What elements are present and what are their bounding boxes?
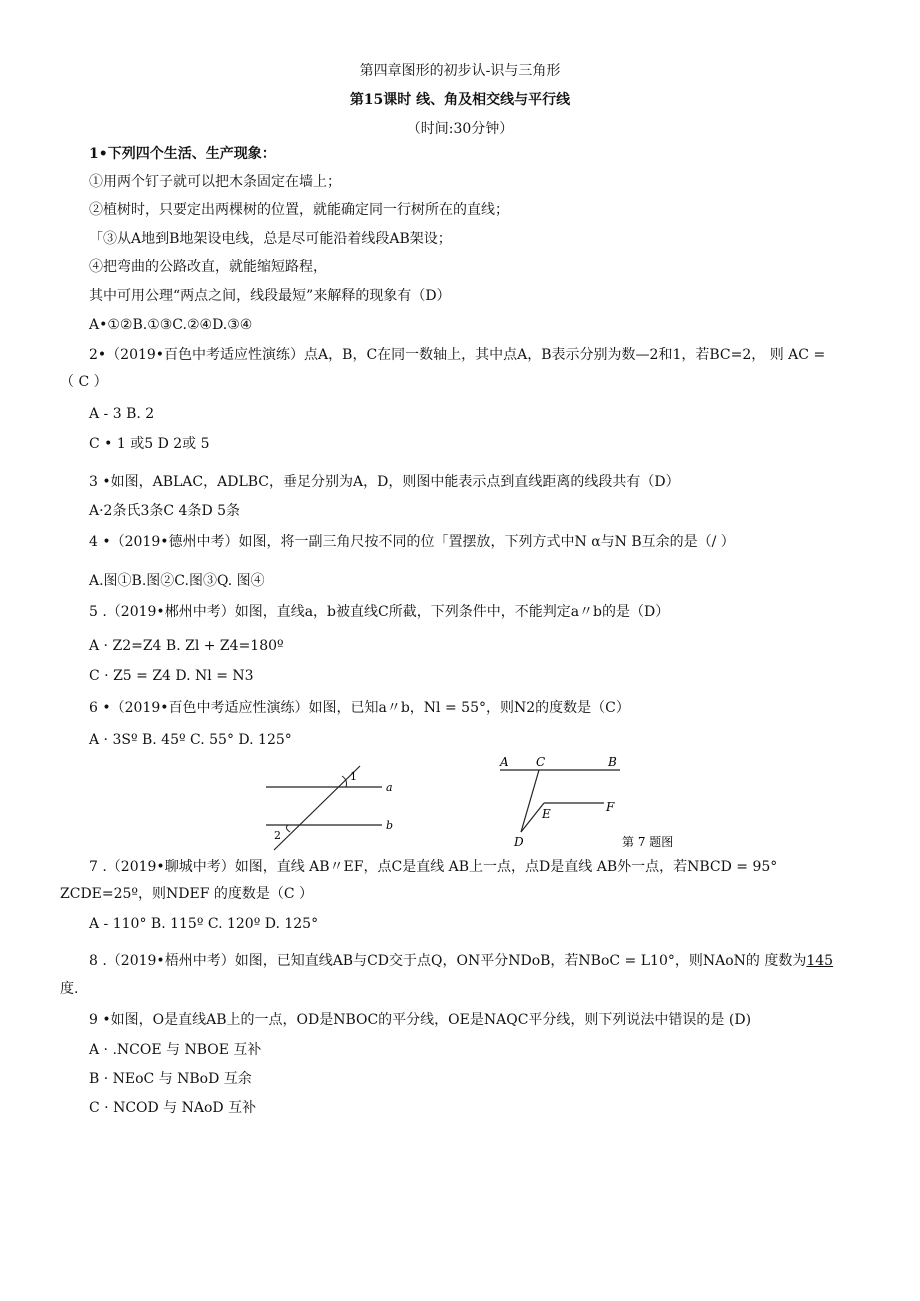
point-a-label: A: [500, 755, 509, 769]
lesson-title: 第15课时 线、角及相交线与平行线: [349, 92, 571, 108]
figure-7-parallel-lines: [494, 752, 694, 852]
q1-item-2: ②植树时，只要定出两棵树的位置，就能确定同一行树所在的直线；: [89, 202, 509, 218]
q9-option-c: C · NCOD 与 NAoD 互补: [89, 1100, 257, 1116]
q3-stem: 3 •如图，ABLAC，ADLBC，垂足分别为A，D，则图中能表示点到直线距离的线段共有（D）: [89, 474, 680, 490]
q2-options-cd: C • 1 或5 D 2或 5: [89, 436, 210, 452]
point-b-label: B: [608, 755, 617, 769]
q1-item-3: 「③从A地到B地架设电线，总是尽可能沿着线段AB架设；: [89, 231, 452, 247]
q1-options: A•①②B.①③C.②④D.③④: [89, 317, 253, 333]
q8-stem-line: [89, 952, 833, 970]
q2-stem: 2•（2019•百色中考适应性演练）点A，B，C在同一数轴上，其中点A，B表示分别为数—2和1，若BC=2， 则 AC =: [89, 347, 826, 363]
segment-cd: [521, 770, 539, 832]
q4-options: A.图①B.图②C.图③Q. 图④: [89, 573, 265, 589]
q7-stem-continued: ZCDE=25º，则NDEF 的度数是（C ）: [60, 886, 314, 902]
q5-options-cd: C · Z5 = Z4 D. Nl = N3: [89, 668, 254, 684]
q5-options-ab: A · Z2=Z4 B. Zl + Z4=180º: [89, 638, 284, 654]
q1-item-1: ①用两个钉子就可以把木条固定在墙上；: [89, 174, 341, 190]
figure-7-caption: 第 7 题图: [622, 835, 674, 849]
point-c-label: C: [536, 755, 546, 769]
q2-answer: （ C ）: [60, 374, 108, 390]
q7-options: A - 110° B. 115º C. 120º D. 125°: [89, 916, 319, 932]
q2-options-ab: A - 3 B. 2: [89, 406, 155, 422]
figure-6-parallel-lines: [262, 762, 402, 852]
chapter-title: 第四章图形的初步认-识与三角形: [359, 63, 561, 79]
q5-stem: 5 .（2019•郴州中考）如图，直线a，b被直线C所截，下列条件中，不能判定a〃b的是（D）: [89, 604, 670, 620]
q4-stem: 4 •（2019•德州中考）如图，将一副三角尺按不同的位「置摆放，下列方式中N α与N B互余的是（/ ）: [89, 534, 735, 550]
angle-1-label: 1: [350, 770, 357, 783]
angle-2-label: 2: [274, 829, 281, 842]
time-limit: （时间:30分钟）: [406, 121, 514, 137]
q7-stem: 7 .（2019•聊城中考）如图，直线 AB〃EF，点C是直线 AB上一点，点D是直线 AB外一点，若NBCD = 95°: [89, 859, 778, 875]
q9-stem: 9 •如图，O是直线AB上的一点，OD是NBOC的平分线，OE是NAQC平分线，则下列说法中错误的是 (D): [89, 1012, 752, 1028]
q1-item-4: ④把弯曲的公路改直，就能缩短路程，: [89, 259, 327, 275]
line-a-label: a: [386, 781, 393, 794]
transversal: [274, 766, 360, 850]
q8-tail: 度.: [60, 981, 79, 997]
q6-options: A · 3Sº B. 45º C. 55° D. 125°: [89, 732, 292, 748]
q8-stem: 8 .（2019•梧州中考）如图，已知直线AB与CD交于点Q，ON平分NDoB，若NBoC = L10°，则NAoN的 度数为: [89, 953, 807, 969]
q8-answer: 145: [806, 953, 834, 969]
q1-question: 其中可用公理“两点之间，线段最短”来解释的现象有（D）: [89, 288, 451, 304]
line-b-label: b: [386, 819, 394, 832]
q9-option-a: A · .NCOE 与 NBOE 互补: [89, 1042, 262, 1058]
q6-stem: 6 •（2019•百色中考适应性演练）如图，已知a〃b，Nl = 55°，则N2的度数是（C）: [89, 700, 630, 716]
point-f-label: F: [606, 800, 615, 814]
segment-de: [521, 803, 544, 832]
q9-option-b: B · NEoC 与 NBoD 互余: [89, 1071, 252, 1087]
q1-stem: 1•下列四个生活、生产现象：: [89, 146, 276, 162]
point-d-label: D: [514, 835, 524, 849]
angle-2-arc: [286, 825, 290, 832]
q3-options: A·2条氏3条C 4条D 5条: [89, 503, 241, 519]
point-e-label: E: [542, 807, 551, 821]
